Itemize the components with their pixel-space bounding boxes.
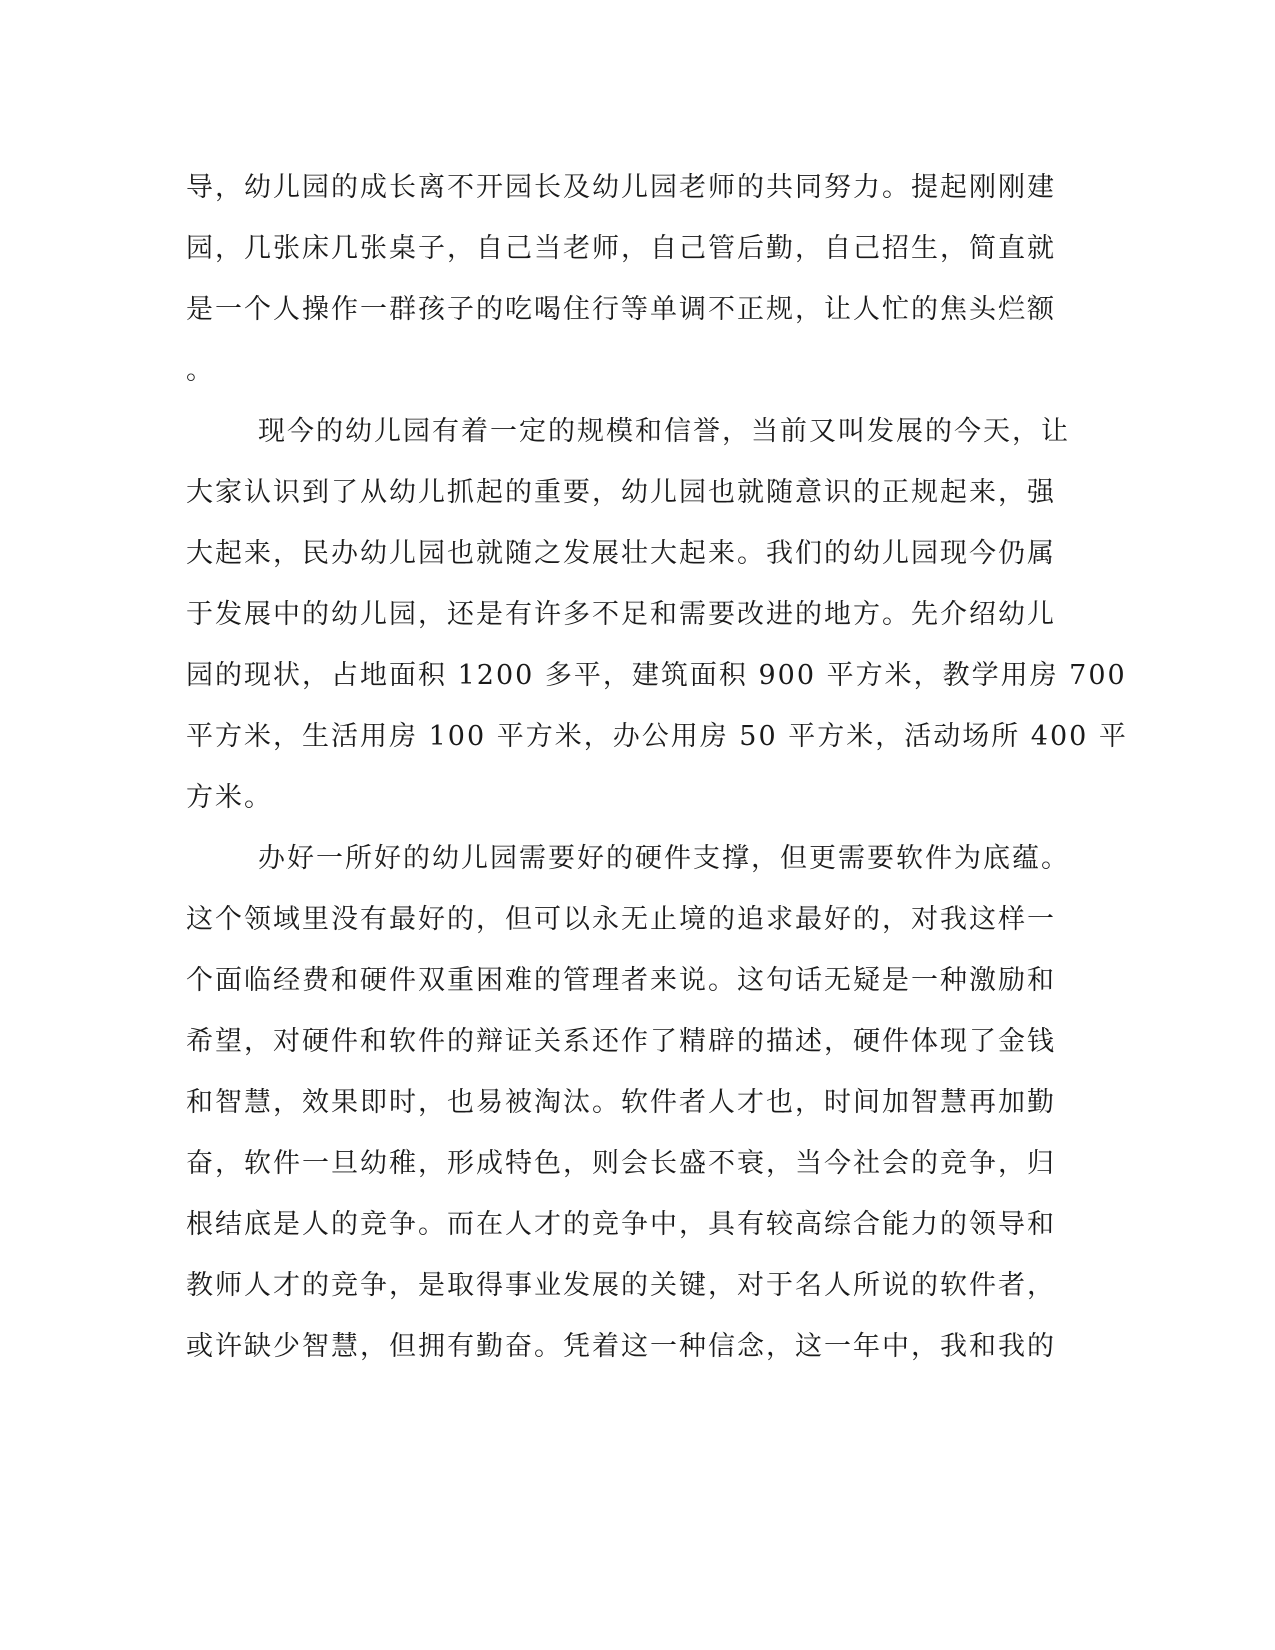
text-line: 方米。	[186, 782, 273, 813]
text-line: 这个领域里没有最好的，但可以永无止境的追求最好的，对我这样一	[186, 904, 1056, 935]
text-line: 现今的幼儿园有着一定的规模和信誉，当前又叫发展的今天，让	[258, 416, 1070, 447]
text-line: 。	[186, 355, 215, 386]
text-line: 教师人才的竞争，是取得事业发展的关键，对于名人所说的软件者，	[186, 1270, 1056, 1301]
text-line: 大家认识到了从幼儿抓起的重要，幼儿园也就随意识的正规起来，强	[186, 477, 1056, 508]
text-line: 或许缺少智慧，但拥有勤奋。凭着这一种信念，这一年中，我和我的	[186, 1331, 1056, 1362]
text-line: 平方米，生活用房 100 平方米，办公用房 50 平方米，活动场所 400 平	[186, 721, 1128, 752]
text-line: 大起来，民办幼儿园也就随之发展壮大起来。我们的幼儿园现今仍属	[186, 538, 1056, 569]
text-line: 于发展中的幼儿园，还是有许多不足和需要改进的地方。先介绍幼儿	[186, 599, 1056, 630]
text-line: 和智慧，效果即时，也易被淘汰。软件者人才也，时间加智慧再加勤	[186, 1087, 1056, 1118]
paragraph-2	[186, 401, 1128, 828]
paragraph-3	[186, 828, 1070, 1377]
paragraph-1	[186, 157, 1066, 401]
text-line: 是一个人操作一群孩子的吃喝住行等单调不正规，让人忙的焦头烂额	[186, 294, 1056, 325]
text-line: 个面临经费和硬件双重困难的管理者来说。这句话无疑是一种激励和	[186, 965, 1056, 996]
text-line: 根结底是人的竞争。而在人才的竞争中，具有较高综合能力的领导和	[186, 1209, 1056, 1240]
text-line: 园，几张床几张桌子，自己当老师，自己管后勤，自己招生，简直就	[186, 233, 1056, 264]
text-line: 园的现状，占地面积 1200 多平，建筑面积 900 平方米，教学用房 700	[186, 660, 1127, 691]
text-line: 奋，软件一旦幼稚，形成特色，则会长盛不衰，当今社会的竞争，归	[186, 1148, 1056, 1179]
text-line: 导，幼儿园的成长离不开园长及幼儿园老师的共同努力。提起刚刚建	[186, 172, 1056, 203]
text-line: 希望，对硬件和软件的辩证关系还作了精辟的描述，硬件体现了金钱	[186, 1026, 1056, 1057]
body-text	[186, 157, 1128, 1377]
text-line: 办好一所好的幼儿园需要好的硬件支撑，但更需要软件为底蕴。	[258, 843, 1070, 874]
